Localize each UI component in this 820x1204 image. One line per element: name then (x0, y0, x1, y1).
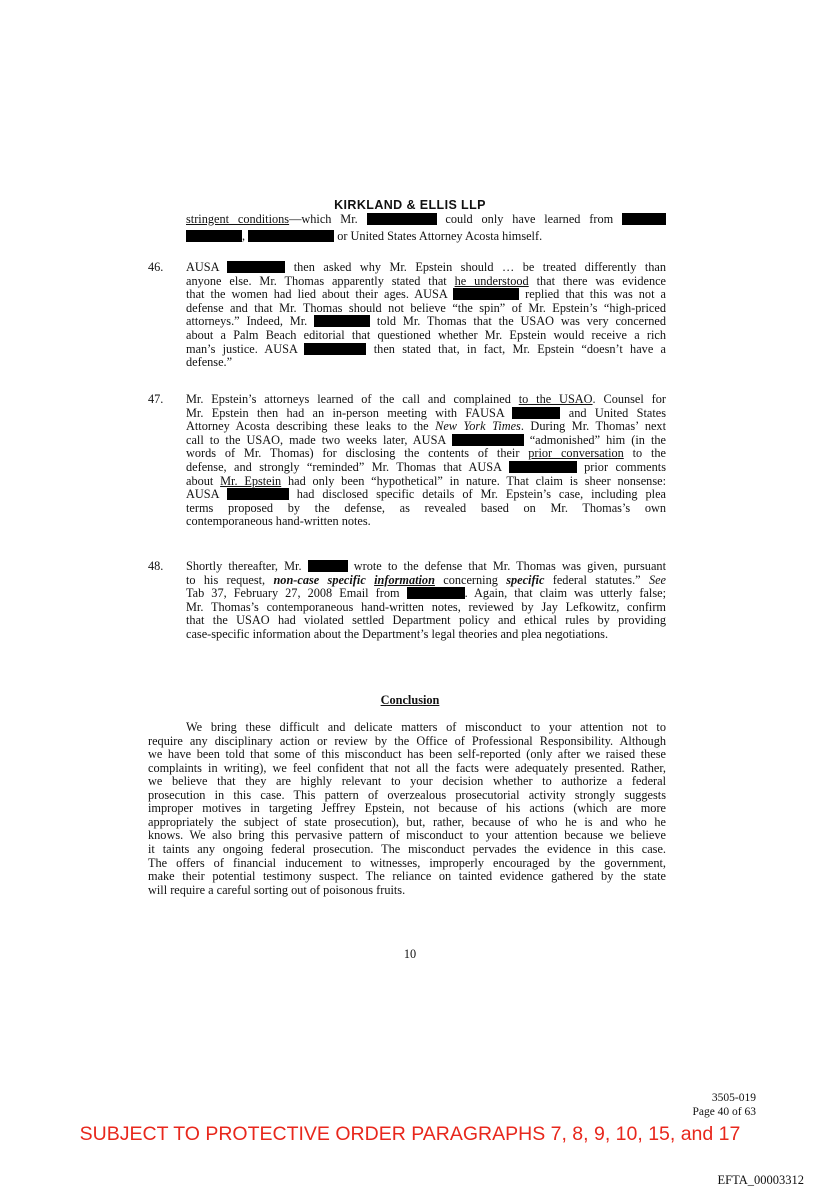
paragraph-number: 47. (148, 392, 164, 406)
text-run: . Again, that claim was utterly false; (464, 586, 667, 601)
text-run: attorneys.” Indeed, Mr. (186, 314, 315, 329)
text-run: See (648, 572, 667, 587)
text-run: that there was evidence (528, 273, 667, 288)
text-run: anyone else. Mr. Thomas apparently stated that (186, 273, 455, 288)
redaction-block (227, 488, 289, 500)
bates-page: Page 40 of 63 (692, 1106, 756, 1118)
text-run: had only been “hypothetical” in nature. That claim is sheer nonsense: (281, 473, 666, 488)
text-line (186, 261, 666, 274)
text-line (186, 213, 666, 226)
paragraph-number: 48. (148, 559, 164, 573)
text-run: concerning (434, 572, 507, 587)
text-run: . Counsel for (592, 392, 667, 406)
text-run: words of Mr. Thomas) for disclosing the contents of their (186, 446, 529, 461)
text-run: to his request, (186, 572, 274, 587)
text-line (186, 329, 666, 342)
text-line (186, 488, 666, 501)
text-run: prior comments (576, 460, 666, 474)
conclusion-line: will require a careful sorting out of poisonous fruits. (148, 882, 406, 897)
text-run: stringent conditions (186, 212, 290, 226)
text-line (186, 420, 666, 433)
text-line (186, 275, 666, 288)
text-run: Mr. Epstein (220, 473, 282, 488)
text-line (186, 614, 666, 627)
text-run: terms proposed by the defense, as revealed based on Mr. Thomas’s own (186, 500, 666, 515)
text-line (186, 288, 666, 301)
text-line (186, 434, 666, 447)
text-run: prior conversation (528, 446, 624, 461)
text-line (186, 502, 666, 515)
text-line (186, 475, 666, 488)
text-run: Mr. Thomas’s contemporaneous hand-written notes, reviewed by Jay Lefkowitz, confirm (186, 599, 666, 614)
redaction-block (622, 213, 666, 225)
text-run: Tab 37, February 27, 2008 Email from (186, 586, 407, 601)
redaction-block (314, 315, 370, 327)
redaction-block (407, 587, 465, 599)
text-run: New York Times (435, 419, 521, 434)
text-run: about (186, 473, 221, 488)
text-run: , (242, 229, 249, 243)
firm-letterhead: KIRKLAND & ELLIS LLP (334, 198, 486, 212)
redaction-block (452, 434, 524, 446)
text-line (186, 393, 666, 406)
redaction-block (509, 461, 577, 473)
text-run: he understood (454, 273, 529, 288)
redaction-block (512, 407, 560, 419)
efta-identifier: EFTA_00003312 (717, 1173, 804, 1187)
text-line (186, 356, 666, 369)
conclusion-line: improper motives in targeting Jeffrey Epstein, not because of his actions (which are more (148, 801, 666, 816)
text-run: then stated that, in fact, Mr. Epstein “doesn’t have a (366, 341, 666, 356)
text-line (186, 587, 666, 600)
bates-code: 3505-019 (711, 1092, 756, 1104)
text-run: could only have learned from (436, 212, 623, 226)
conclusion-line: complaints in writing), we feel confident that not all the facts were adequately presented. Rather, (148, 760, 666, 775)
text-run: that the USAO had violated settled Department policy and ethical rules by providing (186, 613, 666, 628)
redaction-block (186, 230, 242, 242)
text-run: non-case specific (273, 572, 375, 587)
text-run: about a Palm Beach editorial that questioned whether Mr. Epstein would receive a rich (186, 328, 666, 342)
text-line (186, 407, 666, 420)
redaction-block (227, 261, 285, 273)
conclusion-line: it taints any ongoing federal prosecution. The misconduct pervades the evidence in this case. (148, 841, 666, 856)
text-line (186, 560, 666, 573)
text-run: defense.” (186, 355, 233, 370)
conclusion-line: we have been told that some of this misconduct has been self-reported (only after we raised these (148, 747, 666, 762)
conclusion-line: The offers of financial inducement to witnesses, improperly encouraged by the government, (148, 855, 666, 870)
text-run: or United States Attorney Acosta himself. (334, 229, 543, 243)
conclusion-line: appropriately the subject of state prosecution), but, rather, because of who he is and who he (148, 814, 666, 829)
text-run: . During Mr. Thomas’ next (520, 419, 666, 434)
text-run: to the USAO (518, 392, 593, 406)
redaction-block (367, 213, 437, 225)
conclusion-line: knows. We also bring this pervasive pattern of misconduct to your attention because we believe (148, 828, 666, 843)
text-line (186, 447, 666, 460)
text-line (186, 574, 666, 587)
text-line (186, 515, 666, 528)
text-run: that the women had lied about their ages. AUSA (186, 287, 454, 302)
conclusion-line: We bring these difficult and delicate matters of misconduct to your attention not to (186, 720, 666, 734)
text-run: AUSA (186, 487, 227, 502)
protective-order-notice: SUBJECT TO PROTECTIVE ORDER PARAGRAPHS 7, 8, 9, 10, 15, and 17 (79, 1123, 741, 1145)
text-line (186, 315, 666, 328)
text-run: Mr. Epstein’s attorneys learned of the call and complained (186, 392, 519, 406)
text-run: told Mr. Thomas that the USAO was very concerned (370, 314, 666, 329)
text-run: Attorney Acosta describing these leaks to the (186, 419, 436, 434)
text-run: to the (623, 446, 666, 461)
text-line (186, 461, 666, 474)
text-run: information (374, 572, 435, 587)
text-run: defense and that Mr. Thomas should not believe “the spin” of Mr. Epstein’s “high-priced (186, 300, 666, 315)
text-line (186, 230, 666, 243)
redaction-block (248, 230, 334, 242)
text-run: federal statutes.” (544, 572, 649, 587)
text-run: man’s justice. AUSA (186, 341, 305, 356)
text-run: Mr. Epstein then had an in-person meeting with FAUSA (186, 405, 513, 420)
text-run: “admonished” him (in the (523, 432, 666, 447)
text-run: call to the USAO, made two weeks later, AUSA (186, 432, 452, 447)
conclusion-line: make their potential testimony suspect. The reliance on tainted evidence gathered by the state (148, 869, 666, 884)
conclusion-line: prosecution in this case. This pattern of overzealous prosecutorial activity strongly suggests (148, 787, 666, 802)
text-run: Shortly thereafter, Mr. (186, 559, 308, 573)
text-run: then asked why Mr. Epstein should … be treated differently than (285, 260, 666, 274)
paragraph-number: 46. (148, 260, 164, 274)
redaction-block (453, 288, 519, 300)
redaction-block (308, 560, 348, 572)
text-run: AUSA (186, 260, 228, 274)
text-run: case-specific information about the Department’s legal theories and plea negotiations. (186, 627, 609, 641)
text-run: —which Mr. (289, 212, 367, 226)
redaction-block (304, 343, 366, 355)
conclusion-line: require any disciplinary action or review by the Office of Professional Responsibility. Although (148, 733, 666, 748)
conclusion-heading: Conclusion (380, 693, 440, 707)
text-run: and United States (560, 405, 666, 420)
text-run: replied that this was not a (519, 287, 666, 302)
page-number: 10 (403, 947, 417, 961)
text-run: wrote to the defense that Mr. Thomas was given, pursuant (347, 559, 666, 573)
text-run: specific (506, 572, 545, 587)
conclusion-line: we believe that they are highly relevant to your decision whether to authorize a federal (148, 774, 666, 789)
text-run: contemporaneous hand-written notes. (186, 514, 371, 529)
text-line (186, 628, 666, 641)
text-line (186, 302, 666, 315)
text-line (186, 343, 666, 356)
text-line (186, 601, 666, 614)
text-run: had disclosed specific details of Mr. Epstein’s case, including plea (288, 487, 666, 502)
text-run: defense, and strongly “reminded” Mr. Thomas that AUSA (186, 460, 509, 474)
